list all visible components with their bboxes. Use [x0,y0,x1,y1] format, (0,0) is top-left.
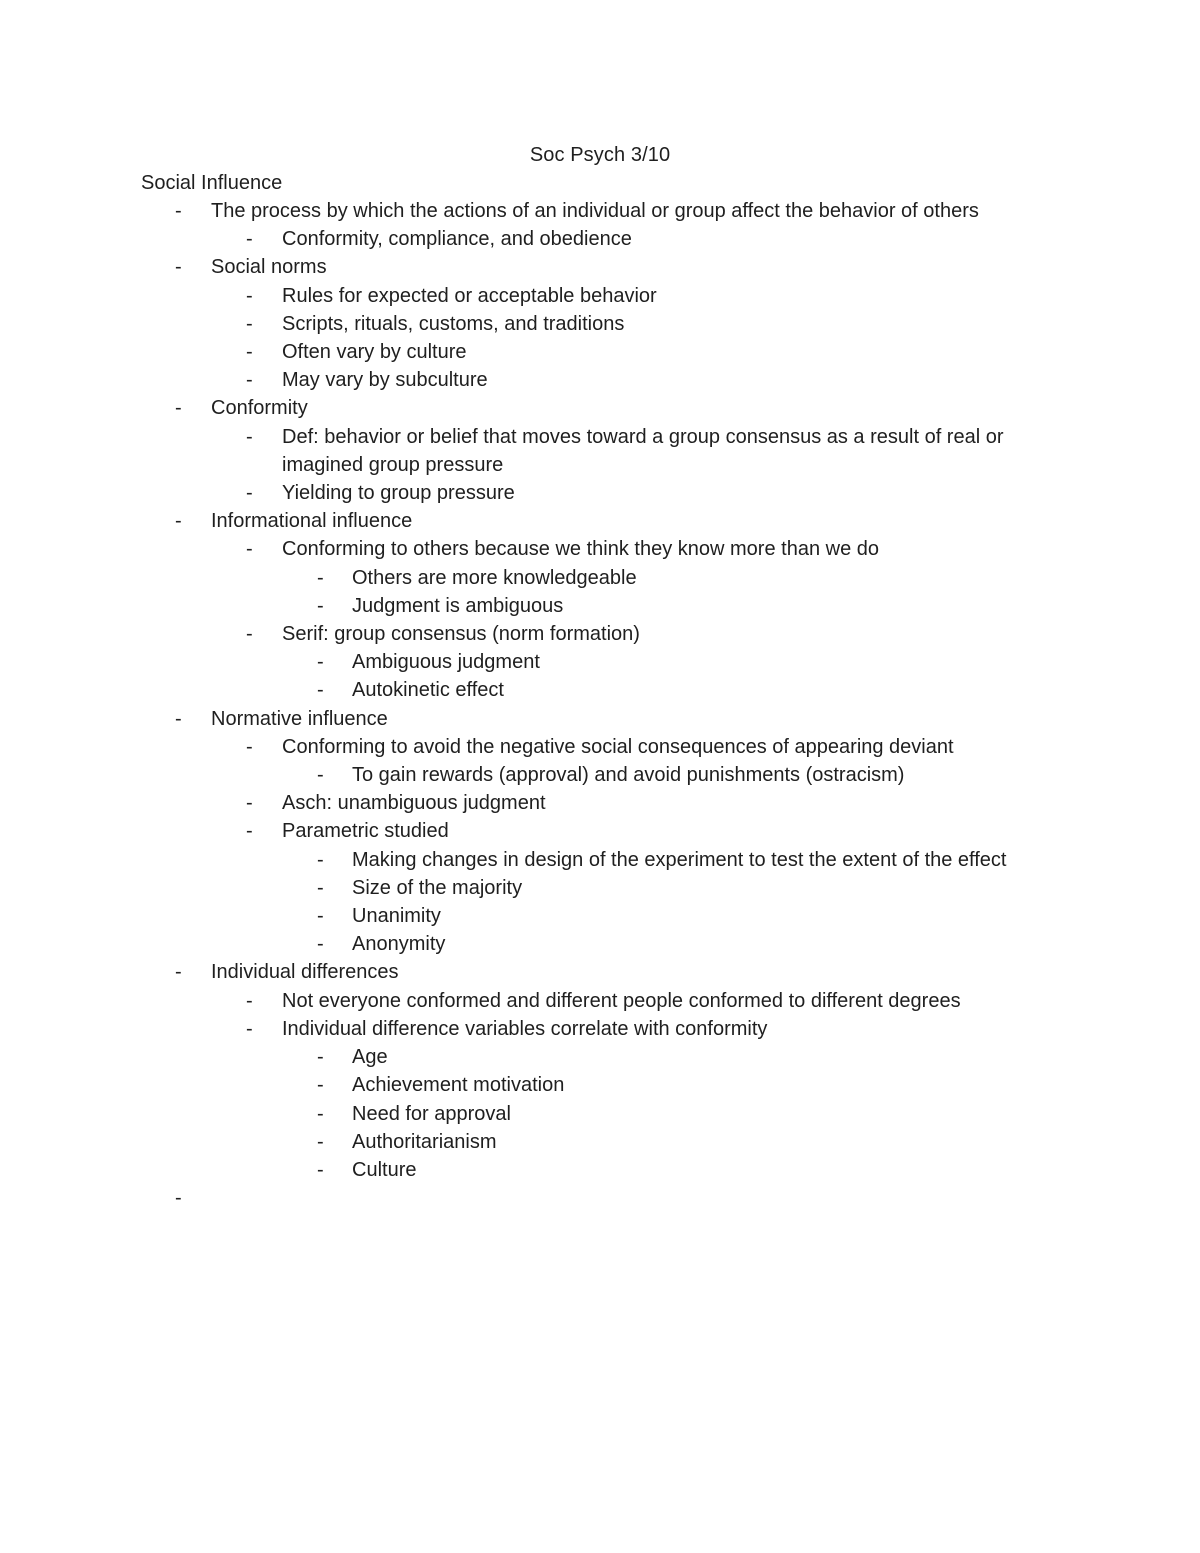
bullet-dash: - [175,256,182,279]
outline-item-text: Conformity, compliance, and obedience [282,228,632,251]
outline-item-text: Unanimity [352,905,441,928]
bullet-dash: - [317,594,324,617]
section-heading: Social Influence [141,172,283,194]
bullet-dash: - [246,792,253,815]
outline-item-level-1 [0,507,1200,535]
outline-item-text: Often vary by culture [282,341,467,364]
outline-item-text: Individual difference variables correlate with conformity [282,1017,768,1040]
outline-item-text: Conforming to others because we think they know more than we do [282,538,879,561]
outline-item-level-2 [0,282,1200,310]
outline-item-level-1 [0,958,1200,986]
outline-item-level-2 [0,535,1200,563]
bullet-dash: - [175,397,182,420]
outline-item-level-3 [0,902,1200,930]
outline-item-level-3 [0,592,1200,620]
outline-item-text: Scripts, rituals, customs, and traditions [282,312,625,335]
bullet-dash: - [175,200,182,222]
bullet-dash: - [246,538,253,561]
outline-item-level-3 [0,846,1200,874]
outline-item-text: Autokinetic effect [352,679,504,702]
outline-item-text: The process by which the actions of an individual or group affect the behavior of others [211,200,979,222]
outline-item-text: Conforming to avoid the negative social consequences of appearing deviant [282,735,954,758]
outline-item-level-1 [0,705,1200,733]
outline-item-text: Authoritarianism [352,1130,497,1153]
outline-item-text: Not everyone conformed and different people conformed to different degrees [282,989,961,1012]
bullet-dash: - [246,284,253,307]
bullet-dash: - [246,482,253,505]
outline-item-level-2 [0,817,1200,845]
bullet-dash: - [317,566,324,589]
outline-item-level-2 [0,310,1200,338]
bullet-dash: - [175,1187,182,1210]
outline-item-level-1 [0,1184,1200,1212]
outline-item-level-2 [0,789,1200,817]
outline-item-level-2 [0,479,1200,507]
outline-item-level-1 [0,253,1200,281]
bullet-dash: - [246,989,253,1012]
outline-item-text: Ambiguous judgment [352,651,540,674]
bullet-dash: - [246,369,253,392]
outline-item-text: Social norms [211,256,327,279]
outline-item-text: Serif: group consensus (norm formation) [282,623,640,646]
outline-item-level-3 [0,1100,1200,1128]
outline-item-level-3 [0,1156,1200,1184]
outline-item-level-3 [0,1071,1200,1099]
outline-item-level-2 [0,423,1200,479]
outline-item-text: To gain rewards (approval) and avoid punishments (ostracism) [352,764,905,787]
bullet-dash: - [317,876,324,899]
outline-item-text: Size of the majority [352,876,523,899]
outline-item-level-3 [0,874,1200,902]
outline-item-level-2 [0,1015,1200,1043]
bullet-dash: - [317,679,324,702]
bullet-dash: - [317,1158,324,1181]
outline-item-level-2 [0,987,1200,1015]
bullet-dash: - [317,905,324,928]
bullet-dash: - [317,1074,324,1097]
outline-item-level-3 [0,564,1200,592]
outline-item-text: Individual differences [211,961,399,984]
bullet-dash: - [246,820,253,843]
outline-item-text [211,1184,1200,1212]
outline-item-level-2 [0,366,1200,394]
outline-item-text: Age [352,1046,388,1069]
outline-item-text: May vary by subculture [282,369,488,392]
outline-item-text: Parametric studied [282,820,449,843]
outline-item-text: Culture [352,1158,417,1181]
outline-item-text: Making changes in design of the experiment to test the extent of the effect [352,848,1007,871]
bullet-dash: - [246,341,253,364]
bullet-dash: - [317,1130,324,1153]
bullet-dash: - [246,228,253,251]
bullet-dash: - [246,425,253,448]
outline-item-level-2 [0,733,1200,761]
bullet-dash: - [175,707,182,730]
bullet-dash: - [175,961,182,984]
outline-item-text: Need for approval [352,1102,511,1125]
outline-item-level-2 [0,225,1200,253]
bullet-dash: - [246,1017,253,1040]
outline-item-level-3 [0,676,1200,704]
outline-item-text: Normative influence [211,707,388,730]
bullet-dash: - [317,651,324,674]
outline-item-level-1 [0,394,1200,422]
bullet-dash: - [317,1046,324,1069]
bullet-dash: - [317,848,324,871]
outline-item-text: Asch: unambiguous judgment [282,792,546,815]
bullet-dash: - [317,764,324,787]
outline-item-level-3 [0,930,1200,958]
outline-item-level-3 [0,1128,1200,1156]
bullet-dash: - [246,312,253,335]
outline-item-text: Others are more knowledgeable [352,566,637,589]
bullet-dash: - [317,933,324,956]
outline-item-level-1 [0,197,1200,225]
bullet-dash: - [246,735,253,758]
bullet-dash: - [175,510,182,533]
outline-item-level-3 [0,761,1200,789]
outline-item-text: Anonymity [352,933,446,956]
outline-item-text: Informational influence [211,510,413,533]
outline-item-text: Conformity [211,397,308,420]
outline-item-level-3 [0,648,1200,676]
bullet-dash: - [246,623,253,646]
outline-item-text: Rules for expected or acceptable behavior [282,284,657,307]
document-title: Soc Psych 3/10 [529,144,671,166]
outline-item-text: Judgment is ambiguous [352,594,564,617]
bullet-dash: - [317,1102,324,1125]
outline-item-text: Yielding to group pressure [282,482,515,505]
outline-item-level-2 [0,620,1200,648]
outline-item-level-2 [0,338,1200,366]
bullet-outline [0,197,1200,1212]
outline-item-level-3 [0,1043,1200,1071]
outline-item-text: Achievement motivation [352,1074,565,1097]
outline-item-text: Def: behavior or belief that moves toward a group consensus as a result of real or imagined group pressure [282,425,1004,476]
